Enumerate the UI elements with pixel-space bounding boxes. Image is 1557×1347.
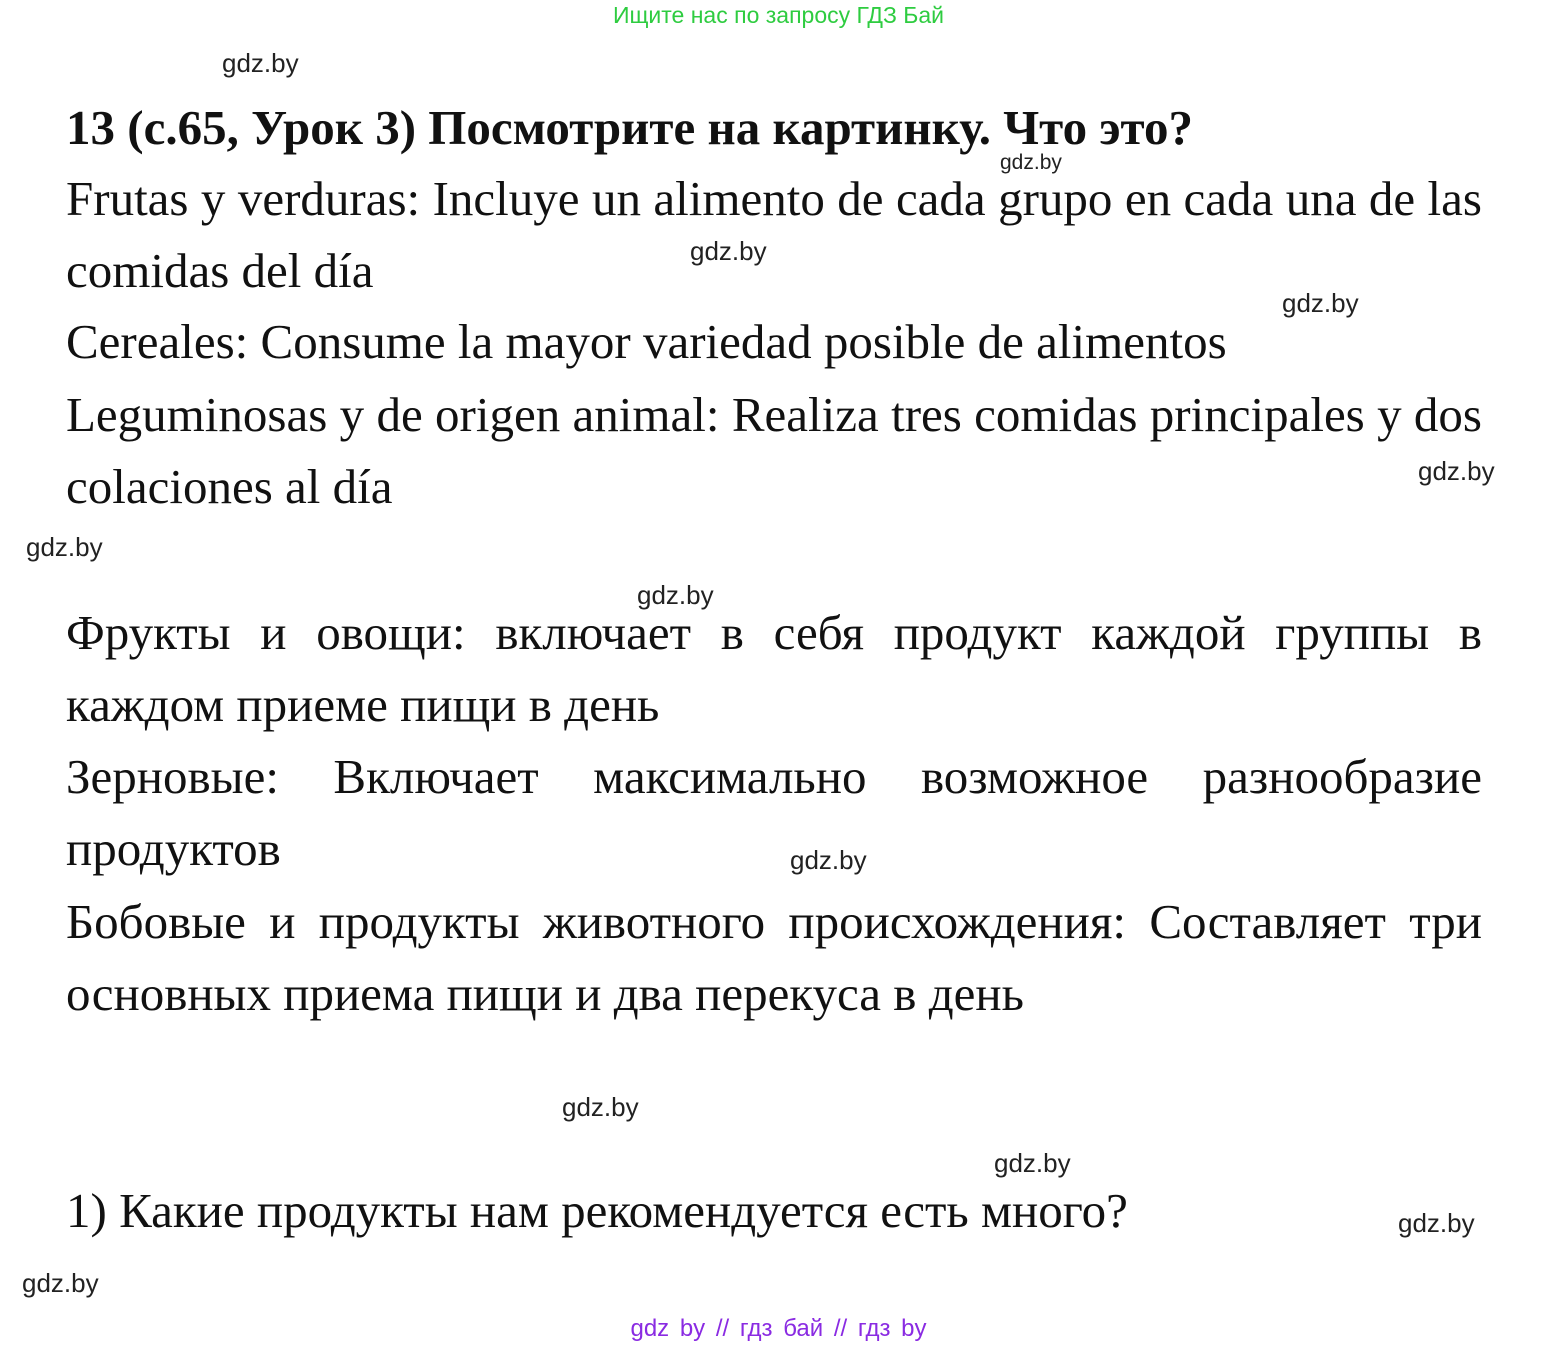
watermark: gdz.by (562, 1092, 639, 1122)
watermark: gdz.by (790, 845, 867, 875)
watermark: gdz.by (26, 532, 103, 562)
watermark: gdz.by (1418, 456, 1495, 486)
russian-bobovye-paragraph: Бобовые и продукты животного происхождения: Составляет три основных приема пищи и два перекуса в день (66, 894, 1482, 1021)
watermark: gdz.by (994, 1148, 1071, 1178)
spanish-frutas-paragraph: Frutas y verduras: Incluye un alimento de cada grupo en cada una de las comidas del día (66, 171, 1482, 298)
watermark: gdz.by (222, 48, 299, 78)
question-1: 1) Какие продукты нам рекомендуется есть много? (66, 1183, 1128, 1238)
spanish-cereales-paragraph: Cereales: Consume la mayor variedad posible de alimentos (66, 314, 1227, 369)
footer-links: gdz by // гдз бай // гдз by (630, 1315, 927, 1342)
russian-frukty-paragraph: Фрукты и овощи: включает в себя продукт каждой группы в каждом приеме пищи в день (66, 605, 1482, 732)
watermark: gdz.by (1398, 1208, 1475, 1238)
watermark: gdz.by (690, 236, 767, 266)
russian-zernovye-paragraph: Зерновые: Включает максимально возможное разнообразие продуктов (66, 749, 1482, 876)
watermark: gdz.by (637, 580, 714, 610)
top-banner: Ищите нас по запросу ГДЗ Бай (612, 2, 945, 28)
spanish-leguminosas-paragraph: Leguminosas y de origen animal: Realiza tres comidas principales y dos colaciones al día (66, 387, 1482, 514)
watermark: gdz.by (1282, 288, 1359, 318)
page-title: 13 (с.65, Урок 3) Посмотрите на картинку. Что это? (66, 100, 1193, 155)
watermark: gdz.by (22, 1268, 99, 1298)
watermark: gdz.by (1000, 151, 1062, 174)
